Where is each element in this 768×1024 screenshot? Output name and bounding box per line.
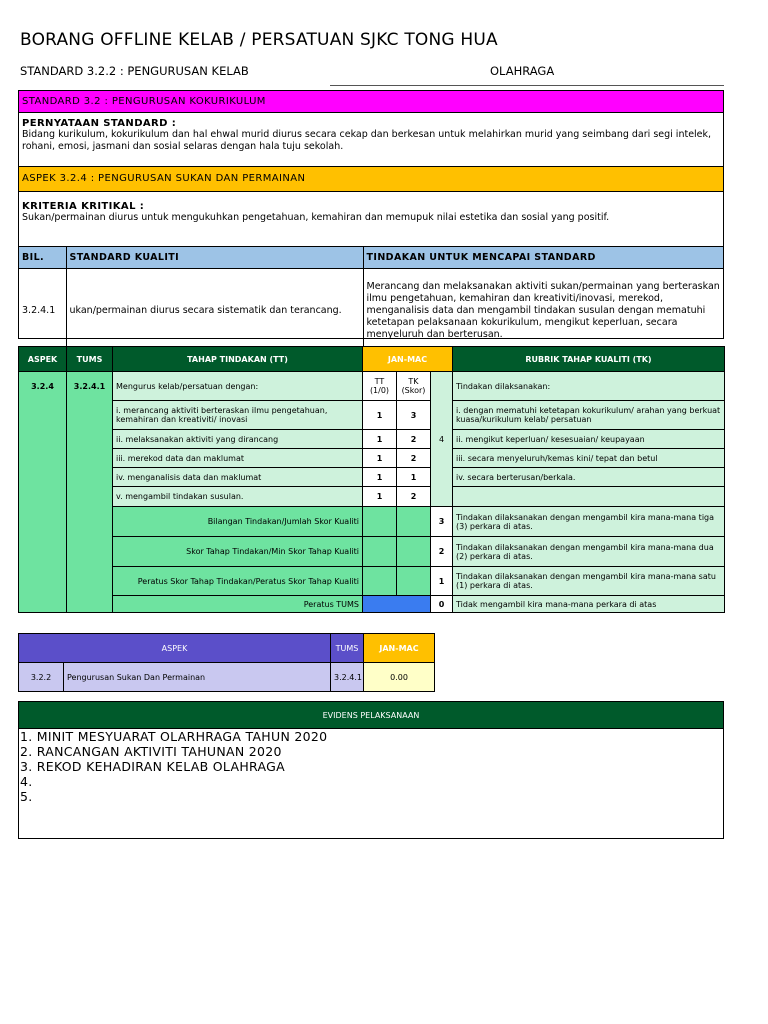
summary-name: Pengurusan Sukan Dan Permainan <box>64 663 331 692</box>
summary-score: 2 <box>431 537 453 567</box>
summary-score: 3 <box>431 507 453 537</box>
summary-rubric: Tindakan dilaksanakan dengan mengambil kira mana-mana tiga (3) perkara di atas. <box>453 507 725 537</box>
summary-tt-cell <box>363 507 397 537</box>
tt-value: 1 <box>363 487 397 507</box>
tt-value: 1 <box>363 468 397 487</box>
summary-label: Peratus TUMS <box>113 596 363 613</box>
tindakan-cell: Merancang dan melaksanakan aktiviti sukan/permainan yang berteraskan ilmu pengetahuan, kemahiran dan kreativiti/inovasi, merekod, menganalisis data dan mengambil tindakan susulan dengan mematuhi ketetapan pelaksanaan kokurikulum, mengikut keperluan, secara menyeluruh dan berterusan. <box>366 281 720 341</box>
rubric-item-row <box>19 468 725 487</box>
rubric-table <box>18 346 725 613</box>
rubric-4-intro: Tindakan dilaksanakan: <box>453 372 725 401</box>
summary-tums: 3.2.4.1 <box>331 663 364 692</box>
summary-rubric: Tindakan dilaksanakan dengan mengambil kira mana-mana satu (1) perkara di atas. <box>453 567 725 596</box>
rubric-4-item <box>453 487 725 507</box>
quality-table-header <box>19 247 723 268</box>
pernyataan-text: Bidang kurikulum, kokurikulum dan hal ehwal murid diurus secara cekap dan berkesan untuk melahirkan murid yang seimbang dari segi intelek, rohani, emosi, jasmani dan sosial selaras dengan hala tuju sekolah. <box>22 129 712 152</box>
rubric-item-row <box>19 449 725 468</box>
page-title: BORANG OFFLINE KELAB / PERSATUAN SJKC TONG HUA <box>20 30 498 50</box>
rubrik-header: RUBRIK TAHAP KUALITI (TK) <box>453 347 725 372</box>
summary-tt-cell <box>363 537 397 567</box>
tk-value: 2 <box>397 487 431 507</box>
summary-aspek-header: ASPEK <box>19 634 331 663</box>
rubric-4-item: ii. mengikut keperluan/ kesesuaian/ keupayaan <box>453 430 725 449</box>
kriteria-text: Sukan/permainan diurus untuk mengukuhkan pengetahuan, kemahiran dan memupuk nilai estetika dan sosial yang positif. <box>22 212 610 223</box>
standard-label: STANDARD 3.2.2 : PENGURUSAN KELAB <box>20 64 249 78</box>
evidence-heading: EVIDENS PELAKSANAAN <box>18 701 724 729</box>
summary-table <box>18 633 435 692</box>
summary-row <box>19 663 435 692</box>
evidence-line: 1. MINIT MESYUARAT OLARHRAGA TAHUN 2020 <box>20 729 328 744</box>
quality-table <box>19 247 723 354</box>
summary-score: 1 <box>431 567 453 596</box>
standard-value: OLAHRAGA <box>490 64 555 78</box>
rubric-intro: Mengurus kelab/persatuan dengan: <box>113 372 363 401</box>
summary-tums-header: TUMS <box>331 634 364 663</box>
rubric-item-row <box>19 487 725 507</box>
bil-cell: 3.2.4.1 <box>19 268 66 354</box>
tahap-item: v. mengambil tindakan susulan. <box>113 487 363 507</box>
tt-value: 1 <box>363 449 397 468</box>
summary-code: 3.2.2 <box>19 663 64 692</box>
pernyataan-label: PERNYATAAN STANDARD : <box>22 118 177 129</box>
tahap-item: iii. merekod data dan maklumat <box>113 449 363 468</box>
rubric-summary-row <box>19 596 725 613</box>
aspek-header: ASPEK <box>19 347 67 372</box>
rubric-header-row <box>19 347 725 372</box>
tahap-header: TAHAP TINDAKAN (TT) <box>113 347 363 372</box>
tk-value: 1 <box>397 468 431 487</box>
evidence-line: 3. REKOD KEHADIRAN KELAB OLAHRAGA <box>20 759 285 774</box>
tahap-item: ii. melaksanakan aktiviti yang dirancang <box>113 430 363 449</box>
summary-label: Skor Tahap Tindakan/Min Skor Tahap Kualiti <box>113 537 363 567</box>
kriteria-label: KRITERIA KRITIKAL : <box>22 201 145 212</box>
tt-value: 1 <box>363 430 397 449</box>
standard-heading: STANDARD 3.2 : PENGURUSAN KOKURIKULUM <box>19 91 723 113</box>
aspek-heading: ASPEK 3.2.4 : PENGURUSAN SUKAN DAN PERMAINAN <box>19 167 723 192</box>
evidence-line: 4. <box>20 774 33 789</box>
standard-info-block <box>18 90 724 339</box>
bil-header: BIL. <box>19 247 66 268</box>
tk-value: 2 <box>397 430 431 449</box>
tk-value: 2 <box>397 449 431 468</box>
tt-label: TT (1/0) <box>363 372 397 401</box>
summary-tk-cell <box>397 507 431 537</box>
summary-label: Bilangan Tindakan/Jumlah Skor Kualiti <box>113 507 363 537</box>
tk-value: 3 <box>397 401 431 430</box>
rubric-4-item: iii. secara menyeluruh/kemas kini/ tepat dan betul <box>453 449 725 468</box>
summary-rubric: Tindakan dilaksanakan dengan mengambil kira mana-mana dua (2) perkara di atas. <box>453 537 725 567</box>
evidence-line: 5. <box>20 789 33 804</box>
tindakan-header: TINDAKAN UNTUK MENCAPAI STANDARD <box>363 247 723 268</box>
tums-cell: 3.2.4.1 <box>67 372 113 613</box>
score-4: 4 <box>431 372 453 507</box>
evidence-list <box>18 729 724 839</box>
summary-score: 0 <box>431 596 453 613</box>
aspek-cell: 3.2.4 <box>19 372 67 613</box>
standard-kualiti-header: STANDARD KUALITI <box>66 247 363 268</box>
period-header: JAN-MAC <box>363 347 453 372</box>
summary-label: Peratus Skor Tahap Tindakan/Peratus Skor Tahap Kualiti <box>113 567 363 596</box>
quality-table-row <box>19 268 723 354</box>
rubric-summary-row <box>19 567 725 596</box>
tums-header: TUMS <box>67 347 113 372</box>
rubric-summary-row <box>19 537 725 567</box>
rubric-intro-row <box>19 372 725 401</box>
tahap-item: iv. menganalisis data dan maklumat <box>113 468 363 487</box>
rubric-item-row <box>19 430 725 449</box>
tk-label: TK (Skor) <box>397 372 431 401</box>
kriteria-section <box>19 192 723 247</box>
rubric-4-item: i. dengan mematuhi ketetapan kokurikulum/ arahan yang berkuat kuasa/kurikulum kelab/ persatuan <box>453 401 725 430</box>
summary-period-header: JAN-MAC <box>364 634 435 663</box>
tahap-item: i. merancang aktiviti berteraskan ilmu pengetahuan, kemahiran dan kreativiti/ inovasi <box>113 401 363 430</box>
rubric-item-row <box>19 401 725 430</box>
tums-percent-cell <box>363 596 431 613</box>
summary-value: 0.00 <box>364 663 435 692</box>
rubric-4-item: iv. secara berterusan/berkala. <box>453 468 725 487</box>
summary-rubric: Tidak mengambil kira mana-mana perkara di atas <box>453 596 725 613</box>
tt-value: 1 <box>363 401 397 430</box>
evidence-line: 2. RANCANGAN AKTIVITI TAHUNAN 2020 <box>20 744 282 759</box>
standard-kualiti-cell: ukan/permainan diurus secara sistematik dan terancang. <box>66 268 363 354</box>
summary-tk-cell <box>397 537 431 567</box>
rubric-summary-row <box>19 507 725 537</box>
pernyataan-section <box>19 113 723 167</box>
summary-header-row <box>19 634 435 663</box>
summary-tk-cell <box>397 567 431 596</box>
standard-underline <box>330 85 724 86</box>
summary-tt-cell <box>363 567 397 596</box>
